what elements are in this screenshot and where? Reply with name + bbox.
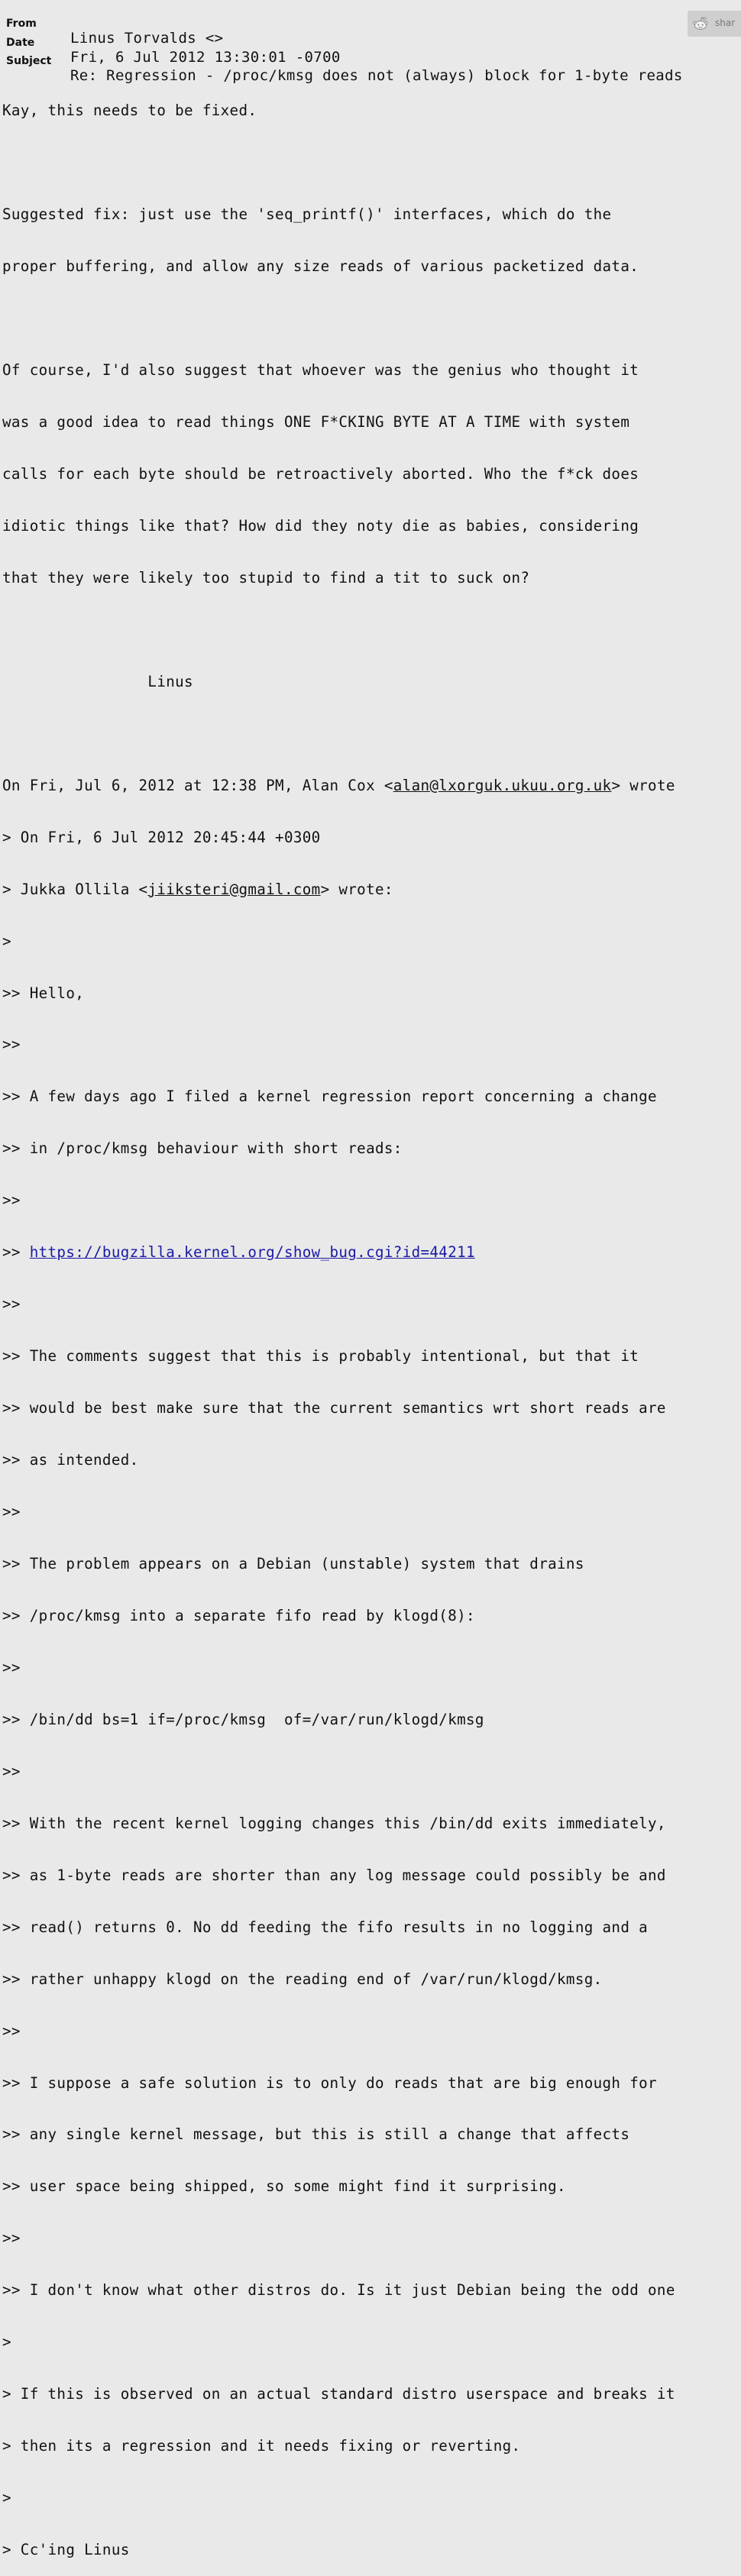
quoted-line: >> I don't know what other distros do. Is it just Debian being the odd one (2, 2281, 675, 2300)
quoted-line: >> (2, 1191, 21, 1210)
quoted-line: > Cc'ing Linus (2, 2541, 130, 2559)
date-value: Fri, 6 Jul 2012 13:30:01 -0700 (70, 49, 341, 66)
subject-value: Re: Regression - /proc/kmsg does not (always) block for 1-byte reads (70, 67, 683, 84)
quote-marker: >> (2, 1243, 30, 1262)
message-line (2, 310, 737, 328)
message-line: Of course, I'd also suggest that whoever was the genius who thought it (2, 361, 639, 380)
quoted-line: >> user space being shipped, so some might find it surprising. (2, 2177, 566, 2196)
signature: Linus (2, 672, 193, 690)
quoted-line: >> (2, 2229, 21, 2248)
quoted-line: >> A few days ago I filed a kernel regression report concerning a change (2, 1088, 657, 1106)
quoted-line: >> (2, 1503, 21, 1521)
quoted-line: > (2, 932, 11, 950)
message-line (2, 622, 737, 639)
quoted-line: >> would be best make sure that the current semantics wrt short reads are (2, 1399, 666, 1417)
quoted-line: > (2, 2333, 11, 2351)
quoted-line: >> /proc/kmsg into a separate fifo read by klogd(8): (2, 1606, 475, 1624)
from-value: Linus Torvalds <> (70, 30, 224, 47)
quoted-line: >> read() returns 0. No dd feeding the fifo results in no logging and a (2, 1918, 649, 1936)
message-line: Kay, this needs to be fixed. (2, 102, 257, 120)
subject-label: Subject (6, 55, 52, 67)
message-body (2, 68, 737, 2576)
date-label: Date (6, 37, 35, 49)
quoted-line: > If this is observed on an actual standard distro userspace and breaks it (2, 2385, 675, 2403)
message-line: was a good idea to read things ONE F*CKING BYTE AT A TIME with system (2, 413, 630, 431)
quoted-line: > On Fri, 6 Jul 2012 20:45:44 +0300 (2, 828, 321, 846)
attribution-text: On Fri, Jul 6, 2012 at 12:38 PM, Alan Cox < (2, 776, 393, 794)
quoted-line: >> (2, 1295, 21, 1314)
quoted-line: >> as intended. (2, 1451, 139, 1469)
quoted-line: >> (2, 2022, 21, 2040)
quoted-line: > (2, 2489, 11, 2507)
email-address[interactable]: alan@lxorguk.ukuu.org.uk (393, 776, 612, 794)
quoted-line: >> any single kernel message, but this is still a change that affects (2, 2125, 630, 2144)
quoted-line: >> in /proc/kmsg behaviour with short reads: (2, 1139, 403, 1158)
message-line (2, 726, 737, 743)
quoted-line: >> Hello, (2, 984, 85, 1002)
share-button[interactable] (688, 11, 741, 37)
attribution-text: > wrote: (320, 880, 393, 898)
quoted-line: >> as 1-byte reads are shorter than any log message could possibly be and (2, 1866, 666, 1884)
quoted-line: >> The problem appears on a Debian (unstable) system that drains (2, 1555, 584, 1572)
message-line: that they were likely too stupid to find a tit to suck on? (2, 568, 530, 587)
email-address[interactable]: jiiksteri@gmail.com (147, 880, 321, 898)
attribution-line (2, 881, 737, 899)
share-label: shar (715, 18, 736, 28)
bugzilla-link[interactable]: https://bugzilla.kernel.org/show_bug.cgi?id=44211 (29, 1243, 475, 1262)
quoted-line: >> The comments suggest that this is probably intentional, but that it (2, 1347, 639, 1366)
quoted-line: > then its a regression and it needs fixing or reverting. (2, 2437, 521, 2455)
quoted-line: >> (2, 1762, 21, 1780)
message-line: Suggested fix: just use the 'seq_printf()' interfaces, which do the (2, 205, 612, 224)
quoted-line: >> /bin/dd bs=1 if=/proc/kmsg of=/var/run/klogd/kmsg (2, 1710, 484, 1728)
quoted-line: >> With the recent kernel logging changes this /bin/dd exits immediately, (2, 1814, 666, 1832)
reddit-alien-icon (692, 15, 709, 32)
attribution-text: > Jukka Ollila < (2, 880, 148, 898)
attribution-text: > wrote (611, 776, 675, 794)
quoted-line: >> I suppose a safe solution is to only do reads that are big enough for (2, 2073, 657, 2092)
attribution-line (2, 777, 737, 795)
message-line (2, 154, 737, 172)
quoted-line (2, 1244, 737, 1262)
quoted-line: >> (2, 1036, 21, 1054)
message-line: calls for each byte should be retroactively aborted. Who the f*ck does (2, 464, 639, 483)
quoted-line: >> (2, 1658, 21, 1676)
from-label: From (6, 18, 37, 30)
quoted-line: >> rather unhappy klogd on the reading end of /var/run/klogd/kmsg. (2, 1970, 603, 1988)
message-line: idiotic things like that? How did they noty die as babies, considering (2, 516, 639, 535)
message-line: proper buffering, and allow any size reads of various packetized data. (2, 257, 639, 276)
